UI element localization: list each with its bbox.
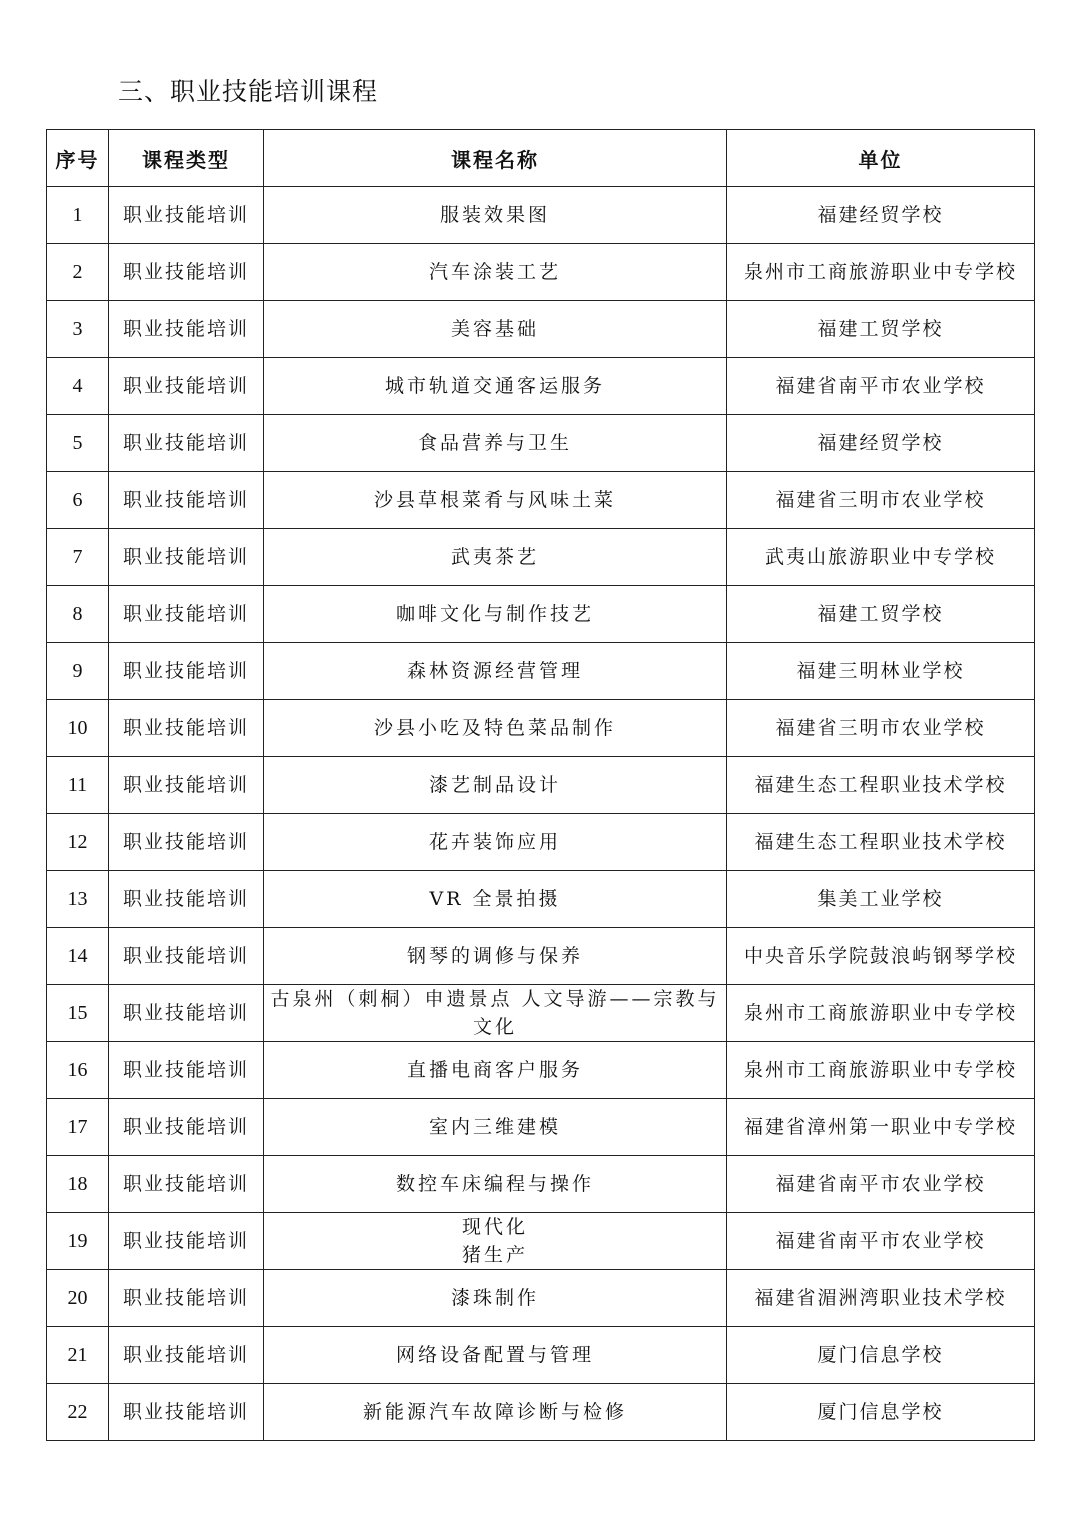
- cell-unit: 厦门信息学校: [727, 1384, 1035, 1441]
- cell-unit: 福建生态工程职业技术学校: [727, 757, 1035, 814]
- cell-name-line: 沙县草根菜肴与风味土菜: [373, 489, 616, 511]
- cell-name-line: 森林资源经营管理: [406, 660, 583, 682]
- cell-unit: 福建省漳州第一职业中专学校: [727, 1099, 1035, 1156]
- table-row: [47, 1042, 1035, 1099]
- cell-type: 职业技能培训: [109, 1099, 264, 1156]
- table-row: [47, 358, 1035, 415]
- table-row: [47, 1327, 1035, 1384]
- cell-name: [264, 1270, 727, 1327]
- cell-name: [264, 871, 727, 928]
- cell-name: [264, 187, 727, 244]
- cell-no: 13: [47, 871, 109, 928]
- cell-name-line: 漆艺制品设计: [428, 774, 561, 796]
- cell-name-line: 室内三维建模: [428, 1116, 561, 1138]
- cell-type: 职业技能培训: [109, 358, 264, 415]
- cell-name: [264, 1213, 727, 1270]
- cell-name: [264, 529, 727, 586]
- cell-name-line: VR 全景拍摄: [429, 888, 561, 910]
- cell-name: [264, 358, 727, 415]
- table-row: [47, 1384, 1035, 1441]
- cell-unit: 武夷山旅游职业中专学校: [727, 529, 1035, 586]
- cell-type: 职业技能培训: [109, 586, 264, 643]
- cell-unit: 福建省三明市农业学校: [727, 700, 1035, 757]
- table-row: [47, 643, 1035, 700]
- cell-unit: 福建三明林业学校: [727, 643, 1035, 700]
- cell-unit: 福建省三明市农业学校: [727, 472, 1035, 529]
- cell-name: [264, 757, 727, 814]
- cell-name-line: 钢琴的调修与保养: [406, 945, 583, 967]
- table-row: [47, 415, 1035, 472]
- cell-name-line: 猪生产: [461, 1244, 528, 1266]
- cell-no: 3: [47, 301, 109, 358]
- table-row: [47, 1099, 1035, 1156]
- table-body: [47, 187, 1035, 1441]
- cell-unit: 福建经贸学校: [727, 187, 1035, 244]
- cell-no: 12: [47, 814, 109, 871]
- table-row: [47, 1213, 1035, 1270]
- cell-no: 19: [47, 1213, 109, 1270]
- cell-type: 职业技能培训: [109, 757, 264, 814]
- table-row: [47, 700, 1035, 757]
- table-row: [47, 757, 1035, 814]
- cell-name-line: 文化: [472, 1016, 517, 1038]
- cell-unit: 福建工贸学校: [727, 586, 1035, 643]
- cell-unit: 福建省湄洲湾职业技术学校: [727, 1270, 1035, 1327]
- cell-no: 11: [47, 757, 109, 814]
- cell-unit: 泉州市工商旅游职业中专学校: [727, 1042, 1035, 1099]
- cell-unit: 泉州市工商旅游职业中专学校: [727, 244, 1035, 301]
- cell-name: [264, 1384, 727, 1441]
- page-title: 三、职业技能培训课程: [118, 77, 379, 106]
- cell-no: 10: [47, 700, 109, 757]
- table-row: [47, 871, 1035, 928]
- cell-no: 17: [47, 1099, 109, 1156]
- cell-type: 职业技能培训: [109, 415, 264, 472]
- table-row: [47, 187, 1035, 244]
- table-row: [47, 586, 1035, 643]
- table-row: [47, 472, 1035, 529]
- cell-name-line: 漆珠制作: [450, 1287, 539, 1309]
- cell-name-line: 现代化: [461, 1216, 528, 1238]
- cell-name: [264, 586, 727, 643]
- table-row: [47, 928, 1035, 985]
- cell-unit: 福建经贸学校: [727, 415, 1035, 472]
- cell-unit: 福建省南平市农业学校: [727, 1156, 1035, 1213]
- cell-type: 职业技能培训: [109, 928, 264, 985]
- cell-name-line: 美容基础: [450, 318, 539, 340]
- cell-type: 职业技能培训: [109, 529, 264, 586]
- table-row: [47, 1156, 1035, 1213]
- table-row: [47, 301, 1035, 358]
- table-row: [47, 529, 1035, 586]
- cell-no: 7: [47, 529, 109, 586]
- cell-unit: 厦门信息学校: [727, 1327, 1035, 1384]
- cell-no: 20: [47, 1270, 109, 1327]
- cell-name-line: 咖啡文化与制作技艺: [395, 603, 594, 625]
- cell-unit: 福建工贸学校: [727, 301, 1035, 358]
- table-header: [47, 130, 1035, 187]
- cell-no: 18: [47, 1156, 109, 1213]
- header-name: 课程名称: [264, 130, 727, 187]
- cell-name: [264, 1327, 727, 1384]
- cell-type: 职业技能培训: [109, 1213, 264, 1270]
- table-row: [47, 244, 1035, 301]
- cell-type: 职业技能培训: [109, 700, 264, 757]
- cell-no: 14: [47, 928, 109, 985]
- course-table: [46, 129, 1035, 1441]
- cell-no: 5: [47, 415, 109, 472]
- cell-name-line: 数控车床编程与操作: [395, 1173, 594, 1195]
- header-unit: 单位: [727, 130, 1035, 187]
- cell-type: 职业技能培训: [109, 187, 264, 244]
- header-no: 序号: [47, 130, 109, 187]
- cell-type: 职业技能培训: [109, 1270, 264, 1327]
- table-row: [47, 814, 1035, 871]
- cell-type: 职业技能培训: [109, 814, 264, 871]
- cell-name: [264, 928, 727, 985]
- cell-unit: 福建省南平市农业学校: [727, 358, 1035, 415]
- cell-no: 6: [47, 472, 109, 529]
- cell-type: 职业技能培训: [109, 1327, 264, 1384]
- cell-name-line: 沙县小吃及特色菜品制作: [373, 717, 616, 739]
- cell-unit: 福建省南平市农业学校: [727, 1213, 1035, 1270]
- cell-name: [264, 472, 727, 529]
- header-row: [47, 130, 1035, 187]
- cell-name-line: 直播电商客户服务: [406, 1059, 583, 1081]
- cell-no: 8: [47, 586, 109, 643]
- cell-no: 16: [47, 1042, 109, 1099]
- cell-name: [264, 1099, 727, 1156]
- cell-name: [264, 244, 727, 301]
- cell-type: 职业技能培训: [109, 301, 264, 358]
- table-row: [47, 1270, 1035, 1327]
- cell-name: [264, 1042, 727, 1099]
- cell-name-line: 新能源汽车故障诊断与检修: [362, 1401, 627, 1423]
- cell-name-line: 服装效果图: [439, 204, 550, 226]
- cell-name: [264, 643, 727, 700]
- cell-no: 9: [47, 643, 109, 700]
- cell-name-line: 城市轨道交通客运服务: [384, 375, 605, 397]
- cell-name: [264, 814, 727, 871]
- cell-unit: 集美工业学校: [727, 871, 1035, 928]
- cell-type: 职业技能培训: [109, 643, 264, 700]
- cell-type: 职业技能培训: [109, 985, 264, 1042]
- cell-name: [264, 985, 727, 1042]
- cell-type: 职业技能培训: [109, 472, 264, 529]
- table-row: [47, 985, 1035, 1042]
- cell-type: 职业技能培训: [109, 1156, 264, 1213]
- cell-name-line: 古泉州（刺桐）申遗景点 人文导游——宗教与: [270, 988, 720, 1010]
- cell-name-line: 食品营养与卫生: [417, 432, 572, 454]
- cell-name-line: 花卉装饰应用: [428, 831, 561, 853]
- cell-name: [264, 301, 727, 358]
- cell-type: 职业技能培训: [109, 1042, 264, 1099]
- cell-unit: 中央音乐学院鼓浪屿钢琴学校: [727, 928, 1035, 985]
- cell-type: 职业技能培训: [109, 244, 264, 301]
- cell-name-line: 网络设备配置与管理: [395, 1344, 594, 1366]
- cell-type: 职业技能培训: [109, 871, 264, 928]
- cell-name: [264, 1156, 727, 1213]
- cell-no: 22: [47, 1384, 109, 1441]
- cell-name-line: 汽车涂装工艺: [428, 261, 561, 283]
- cell-name-line: 武夷茶艺: [450, 546, 539, 568]
- cell-no: 1: [47, 187, 109, 244]
- cell-unit: 泉州市工商旅游职业中专学校: [727, 985, 1035, 1042]
- header-type: 课程类型: [109, 130, 264, 187]
- cell-no: 4: [47, 358, 109, 415]
- cell-name: [264, 415, 727, 472]
- cell-no: 15: [47, 985, 109, 1042]
- cell-no: 2: [47, 244, 109, 301]
- cell-unit: 福建生态工程职业技术学校: [727, 814, 1035, 871]
- cell-name: [264, 700, 727, 757]
- cell-no: 21: [47, 1327, 109, 1384]
- cell-type: 职业技能培训: [109, 1384, 264, 1441]
